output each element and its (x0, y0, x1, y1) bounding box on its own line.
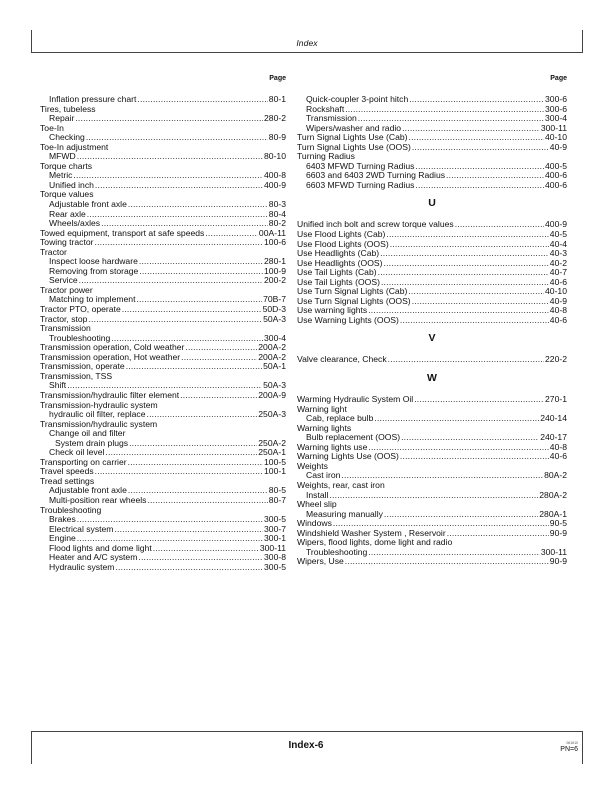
entry-page: 300-11 (540, 122, 567, 133)
entry-page: 280A-2 (539, 489, 567, 500)
dot-leader (408, 287, 544, 297)
dot-leader (128, 200, 268, 210)
dot-leader (412, 297, 549, 307)
dot-leader (384, 259, 549, 269)
dot-leader (128, 486, 268, 496)
page-column-label: Page (550, 75, 567, 82)
entry-text: Tractor power (40, 284, 93, 295)
entry-page: 40-9 (549, 295, 567, 306)
entry-page: 40-4 (549, 238, 567, 249)
dot-leader (400, 452, 549, 462)
entry-text: Windows (297, 518, 332, 529)
dot-leader (126, 362, 262, 372)
entry-page: 80-3 (268, 199, 286, 210)
entry-text: Warning light (297, 403, 347, 414)
dot-leader (390, 240, 549, 250)
entry-text: Install (306, 489, 329, 500)
entry-text: Electrical system (49, 523, 114, 534)
entry-page: 300-1 (264, 533, 286, 544)
dot-leader (88, 315, 262, 325)
entry-text: Cast iron (306, 470, 341, 481)
entry-page: 40-8 (549, 441, 567, 452)
index-entry (40, 238, 286, 248)
dot-leader (75, 114, 263, 124)
entry-page: 240-17 (540, 432, 567, 443)
index-entry (297, 557, 567, 567)
index-entry (297, 355, 567, 365)
index-entry (297, 481, 567, 491)
entry-page: 40-6 (549, 276, 567, 287)
entry-text: MFWD (49, 151, 76, 162)
entry-text: Transporting on carrier (40, 456, 127, 467)
entry-text: Change oil and filter (49, 428, 126, 439)
entry-text: Travel speeds (40, 466, 94, 477)
entry-text: Unified inch bolt and screw torque values (297, 219, 454, 230)
entry-text: Hydraulic system (49, 561, 115, 572)
dot-leader (374, 414, 539, 424)
entry-text: Troubleshooting (40, 504, 102, 515)
dot-leader (114, 525, 263, 535)
entry-page: 300-6 (545, 103, 567, 114)
entry-text: Adjustable front axle (49, 485, 127, 496)
entry-text: Checking (49, 132, 85, 143)
entry-page: 100-6 (264, 237, 286, 248)
entry-page: 100-5 (264, 456, 286, 467)
entry-text: Weights, rear, cast iron (297, 479, 385, 490)
entry-text: Toe-In adjustment (40, 141, 109, 152)
entry-text: Transmission, TSS (40, 370, 113, 381)
entry-page: 250A-2 (258, 437, 286, 448)
entry-text: Use Turn Signal Lights (OOS) (297, 295, 411, 306)
entry-page: 40-6 (549, 314, 567, 325)
section-letter: U (428, 197, 436, 210)
entry-text: Transmission/hydraulic system (40, 418, 158, 429)
entry-page: 90-9 (549, 556, 567, 567)
dot-leader (368, 548, 540, 558)
entry-page: 40-10 (545, 286, 567, 297)
entry-text: Inspect loose hardware (49, 256, 138, 267)
entry-page: 70B-7 (263, 294, 286, 305)
entry-text: Service (49, 275, 78, 286)
dot-leader (139, 257, 263, 267)
entry-text: Use Flood Lights (Cab) (297, 229, 386, 240)
dot-leader (73, 171, 263, 181)
entry-text: Tractor PTO, operate (40, 304, 121, 315)
dot-leader (400, 316, 549, 326)
entry-text: Turn Signal Lights Use (Cab) (297, 132, 408, 143)
entry-text: Wheel slip (297, 499, 337, 510)
entry-text: Transmission-hydraulic system (40, 399, 158, 410)
index-entry (40, 563, 286, 573)
dot-leader (105, 448, 257, 458)
index-entry (40, 143, 286, 153)
entry-text: Flood lights and dome light (49, 542, 152, 553)
entry-text: Warming Hydraulic System Oil (297, 394, 414, 405)
entry-page: 250A-1 (258, 447, 286, 458)
entry-page: 200-2 (264, 275, 286, 286)
dot-leader (138, 553, 263, 563)
index-entry (297, 316, 567, 326)
entry-page: 200A-2 (258, 351, 286, 362)
entry-page: 50A-3 (263, 380, 286, 391)
index-entry (40, 105, 286, 115)
dot-leader (415, 181, 544, 191)
dot-leader (95, 467, 263, 477)
entry-text: 6403 MFWD Turning Radius (306, 160, 415, 171)
dot-leader (136, 295, 262, 305)
entry-page: 80A-2 (544, 470, 567, 481)
entry-text: Transmission operation, Hot weather (40, 351, 181, 362)
entry-page: 250A-3 (258, 409, 286, 420)
entry-page: 300-5 (264, 514, 286, 525)
header-title: Index (296, 38, 318, 48)
entry-page: 40-6 (549, 451, 567, 462)
entry-page: 90-9 (549, 527, 567, 538)
entry-page: 50A-1 (263, 361, 286, 372)
entry-text: Tractor (40, 246, 67, 257)
entry-text: Check oil level (49, 447, 105, 458)
entry-page: 400-6 (545, 170, 567, 181)
dot-leader (180, 391, 257, 401)
entry-text: Towed equipment, transport at safe speeds (40, 227, 205, 238)
entry-page: 300-11 (259, 542, 286, 553)
entry-text: Metric (49, 170, 73, 181)
dot-leader (386, 230, 548, 240)
entry-text: Warning lights use (297, 441, 368, 452)
entry-text: Tread settings (40, 475, 95, 486)
index-entry (40, 162, 286, 172)
entry-text: Matching to implement (49, 294, 136, 305)
dot-leader (388, 355, 544, 365)
dot-leader (139, 267, 263, 277)
entry-text: Engine (49, 533, 76, 544)
dot-leader (129, 439, 257, 449)
entry-text: Inflation pressure chart (49, 94, 137, 104)
entry-page: 00A-11 (258, 227, 286, 238)
entry-text: Windshield Washer System , Reservoir (297, 527, 446, 538)
dot-leader (87, 210, 268, 220)
entry-page: 300-5 (264, 561, 286, 572)
entry-page: 300-4 (545, 113, 567, 124)
entry-text: Rockshaft (306, 103, 345, 114)
dot-leader (446, 171, 544, 181)
entry-page: 90-5 (549, 518, 567, 529)
entry-text: Cab, replace bulb (306, 413, 374, 424)
dot-leader (147, 496, 267, 506)
index-entry (297, 491, 567, 501)
dot-leader (414, 395, 544, 405)
entry-text: 6603 MFWD Turning Radius (306, 179, 415, 190)
index-entry (297, 452, 567, 462)
entry-text: Transmission (306, 113, 357, 124)
entry-text: Wipers/washer and radio (306, 122, 402, 133)
entry-text: Towing tractor (40, 237, 94, 248)
dot-leader (95, 181, 263, 191)
index-entry (40, 372, 286, 382)
footer-page-number: Index-6 (288, 740, 324, 751)
dot-leader (402, 124, 540, 134)
entry-text: Measuring manually (306, 508, 383, 519)
entry-page: 50A-3 (263, 313, 286, 324)
dot-leader (153, 544, 259, 554)
entry-text: Transmission (40, 323, 91, 334)
entry-page: 240-14 (540, 413, 567, 424)
entry-text: Use Headlights (OOS) (297, 257, 383, 268)
entry-page: 300-4 (264, 332, 286, 343)
entry-text: Torque charts (40, 160, 93, 171)
entry-page: 280-1 (264, 256, 286, 267)
section-letter: W (427, 372, 437, 385)
entry-page: 80-4 (268, 208, 286, 219)
entry-page: 80-10 (264, 151, 286, 162)
dot-leader (447, 529, 549, 539)
dot-leader (79, 276, 263, 286)
entry-text: Weights (297, 460, 328, 471)
entry-page: 400-6 (545, 179, 567, 190)
index-column-right (297, 74, 567, 567)
entry-text: Use Turn Signal Lights (Cab) (297, 286, 408, 297)
dot-leader (401, 433, 539, 443)
dot-leader (380, 249, 549, 259)
entry-text: Warning lights (297, 422, 352, 433)
entry-text: Wipers, Use (297, 556, 344, 567)
entry-text: Turning Radius (297, 151, 355, 162)
entry-page: 280A-1 (539, 508, 567, 519)
entry-page: 100-1 (264, 466, 286, 477)
footer-pn: PN=6 (560, 746, 578, 753)
entry-text: Adjustable front axle (49, 199, 127, 210)
dot-leader (115, 563, 263, 573)
entry-text: Wipers, flood lights, dome light and radio (297, 537, 453, 548)
entry-text: Tractor, stop (40, 313, 88, 324)
dot-leader (137, 95, 267, 105)
section-letter: V (428, 332, 436, 345)
entry-page: 400-9 (545, 219, 567, 230)
entry-page: 80-1 (268, 94, 286, 104)
entry-page: 300-8 (264, 552, 286, 563)
entry-page: 40-3 (549, 248, 567, 259)
entry-text: System drain plugs (55, 437, 129, 448)
index-entry (297, 510, 567, 520)
entry-text: Use Headlights (Cab) (297, 248, 380, 259)
dot-leader (181, 353, 257, 363)
entry-text: Use Warning Lights (OOS) (297, 314, 399, 325)
entry-page: 40-8 (549, 305, 567, 316)
entry-page: 280-2 (264, 113, 286, 124)
entry-text: Turn Signal Lights Use (OOS) (297, 141, 411, 152)
index-entry (297, 181, 567, 191)
entry-text: Removing from storage (49, 265, 139, 276)
dot-leader (185, 343, 257, 353)
entry-page: 40-10 (545, 132, 567, 143)
entry-page: 200A-9 (258, 389, 286, 400)
dot-leader (345, 557, 549, 567)
dot-leader (122, 305, 262, 315)
dot-leader (128, 458, 263, 468)
entry-page: 40-9 (549, 141, 567, 152)
entry-page: 80-7 (268, 494, 286, 505)
entry-page: 40-7 (549, 267, 567, 278)
entry-text: Toe-In (40, 122, 64, 133)
entry-page: 300-6 (545, 94, 567, 104)
entry-text: Bulb replacement (OOS) (306, 432, 401, 443)
entry-page: 80-9 (268, 132, 286, 143)
entry-text: Rear axle (49, 208, 86, 219)
entry-page: 300-11 (540, 546, 567, 557)
entry-page: 80-2 (268, 218, 286, 229)
entry-text: Valve clearance, Check (297, 354, 387, 365)
entry-text: Shift (49, 380, 67, 391)
dot-leader (147, 410, 258, 420)
entry-page: 300-7 (264, 523, 286, 534)
entry-text: 6603 and 6403 2WD Turning Radius (306, 170, 446, 181)
dot-leader (409, 133, 545, 143)
dot-leader (329, 491, 538, 501)
page-column-label: Page (269, 75, 286, 82)
dot-leader (409, 95, 544, 105)
entry-text: Use Tail Lights (OOS) (297, 276, 380, 287)
entry-text: Transmission operation, Cold weather (40, 342, 185, 353)
dot-leader (455, 220, 544, 230)
footer-code: 061610 (566, 741, 578, 745)
entry-text: Quick-coupler 3-point hitch (306, 94, 409, 104)
entry-text: Warning Lights Use (OOS) (297, 451, 399, 462)
dot-leader (205, 229, 258, 239)
entry-text: Transmission, operate (40, 361, 125, 372)
entry-page: 200A-2 (258, 342, 286, 353)
entry-text: Troubleshooting (49, 332, 111, 343)
entry-page: 400-8 (264, 170, 286, 181)
index-entry (40, 114, 286, 124)
entry-page: 40-2 (549, 257, 567, 268)
dot-leader (77, 152, 263, 162)
dot-leader (384, 510, 538, 520)
entry-text: Tires, tubeless (40, 103, 96, 114)
entry-page: 220-2 (545, 354, 567, 365)
entry-page: 50D-3 (262, 304, 286, 315)
entry-text: Multi-position rear wheels (49, 494, 147, 505)
entry-page: 100-9 (264, 265, 286, 276)
dot-leader (345, 105, 544, 115)
dot-leader (412, 143, 549, 153)
entry-page: 400-5 (545, 160, 567, 171)
entry-text: Wheels/axles (49, 218, 101, 229)
entry-text: Heater and A/C system (49, 552, 138, 563)
header-frame (31, 30, 583, 53)
entry-text: Brakes (49, 514, 76, 525)
index-entry (40, 525, 286, 535)
index-column-left (40, 74, 286, 572)
dot-leader (95, 238, 264, 248)
entry-text: Repair (49, 113, 75, 124)
entry-text: Use Flood Lights (OOS) (297, 238, 389, 249)
dot-leader (86, 133, 268, 143)
entry-text: Use Tail Lights (Cab) (297, 267, 377, 278)
entry-page: 400-9 (264, 179, 286, 190)
entry-text: Troubleshooting (306, 546, 368, 557)
dot-leader (378, 268, 549, 278)
entry-text: hydraulic oil filter, replace (49, 409, 146, 420)
entry-page: 80-5 (268, 485, 286, 496)
entry-text: Unified inch (49, 179, 94, 190)
entry-page: 40-5 (549, 229, 567, 240)
entry-text: Torque values (40, 189, 94, 200)
entry-text: Use warning lights (297, 305, 368, 316)
entry-text: Transmission/hydraulic filter element (40, 389, 180, 400)
entry-page: 270-1 (545, 394, 567, 405)
index-entry (40, 506, 286, 516)
